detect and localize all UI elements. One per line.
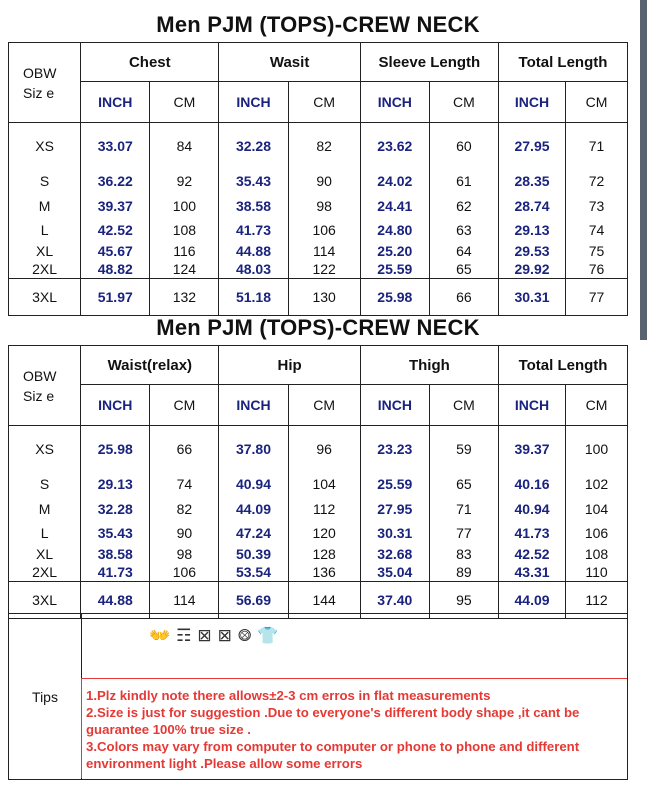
- value-cell: 33.07: [81, 123, 150, 169]
- group-header: Wasit: [219, 43, 360, 82]
- unit-header: CM: [429, 385, 498, 426]
- value-cell: 136: [288, 563, 360, 582]
- table-row: [9, 426, 628, 472]
- value-cell: 98: [288, 194, 360, 218]
- value-cell: 92: [150, 168, 219, 194]
- value-cell: 35.43: [219, 168, 288, 194]
- table-row: [9, 563, 628, 582]
- group-header: Thigh: [360, 346, 498, 385]
- table-row: [9, 545, 628, 563]
- size-label: Siz e: [23, 84, 55, 101]
- unit-header: INCH: [360, 82, 429, 123]
- value-cell: 84: [150, 123, 219, 169]
- value-cell: 23.62: [360, 123, 429, 169]
- value-cell: 110: [566, 563, 628, 582]
- size-chart: [8, 10, 628, 790]
- value-cell: 108: [150, 218, 219, 242]
- unit-header: INCH: [360, 385, 429, 426]
- table1-title: Men PJM (TOPS)-CREW NECK: [156, 12, 480, 37]
- value-cell: 40.94: [219, 471, 288, 497]
- value-cell: 44.09: [219, 497, 288, 521]
- value-cell: 32.28: [219, 123, 288, 169]
- value-cell: 82: [288, 123, 360, 169]
- value-cell: 41.73: [499, 521, 566, 545]
- no-bleach-icon: ⊠: [217, 626, 232, 645]
- no-iron-icon: ⨷: [237, 626, 252, 645]
- value-cell: 32.68: [360, 545, 429, 563]
- table-row: [9, 123, 628, 169]
- unit-header: CM: [429, 82, 498, 123]
- value-cell: 72: [566, 168, 628, 194]
- tip-note-3: 3.Colors may vary from computer to computer or phone to phone and different environment light .Please allow some errors: [86, 739, 580, 771]
- unit-header: CM: [288, 385, 360, 426]
- value-cell: 35.04: [360, 563, 429, 582]
- value-cell: 102: [566, 471, 628, 497]
- table-row: [9, 218, 628, 242]
- value-cell: 29.92: [498, 260, 565, 279]
- value-cell: 108: [566, 545, 628, 563]
- value-cell: 144: [288, 582, 360, 619]
- value-cell: 74: [566, 218, 628, 242]
- unit-header: CM: [566, 385, 628, 426]
- shirt-icon: 👕: [257, 626, 279, 645]
- value-cell: 29.13: [81, 471, 150, 497]
- table-row: [9, 168, 628, 194]
- hand-wash-icon: 👐: [149, 626, 171, 645]
- value-cell: 35.43: [81, 521, 150, 545]
- value-cell: 64: [429, 242, 498, 260]
- value-cell: 60: [429, 123, 498, 169]
- tips-label: Tips: [9, 614, 82, 779]
- value-cell: 36.22: [81, 168, 150, 194]
- value-cell: 44.88: [219, 242, 288, 260]
- value-cell: 73: [566, 194, 628, 218]
- value-cell: 24.80: [360, 218, 429, 242]
- size-cell: L: [9, 521, 81, 545]
- value-cell: 89: [429, 563, 498, 582]
- value-cell: 71: [429, 497, 498, 521]
- value-cell: 27.95: [498, 123, 565, 169]
- value-cell: 41.73: [81, 563, 150, 582]
- size-cell: 2XL: [9, 260, 81, 279]
- tips-notes: [81, 678, 627, 778]
- value-cell: 56.69: [219, 582, 288, 619]
- group-header: Sleeve Length: [360, 43, 498, 82]
- obw-label: OBW: [23, 64, 57, 81]
- table-row: [9, 497, 628, 521]
- value-cell: 106: [566, 521, 628, 545]
- value-cell: 104: [288, 471, 360, 497]
- value-cell: 25.98: [81, 426, 150, 472]
- value-cell: 25.98: [360, 279, 429, 316]
- group-header: Total Length: [498, 43, 627, 82]
- value-cell: 66: [150, 426, 219, 472]
- unit-header: INCH: [499, 385, 566, 426]
- value-cell: 53.54: [219, 563, 288, 582]
- size-cell: 3XL: [9, 582, 81, 619]
- value-cell: 29.53: [498, 242, 565, 260]
- value-cell: 66: [429, 279, 498, 316]
- value-cell: 112: [288, 497, 360, 521]
- group-header: Total Length: [499, 346, 628, 385]
- value-cell: 116: [150, 242, 219, 260]
- value-cell: 27.95: [360, 497, 429, 521]
- unit-header: CM: [150, 385, 219, 426]
- value-cell: 61: [429, 168, 498, 194]
- value-cell: 30.31: [498, 279, 565, 316]
- value-cell: 51.18: [219, 279, 288, 316]
- value-cell: 45.67: [81, 242, 150, 260]
- unit-header: INCH: [219, 385, 288, 426]
- size-cell: S: [9, 471, 81, 497]
- care-icons: [149, 626, 279, 646]
- value-cell: 39.37: [499, 426, 566, 472]
- size-cell: XS: [9, 123, 81, 169]
- table-row: [9, 471, 628, 497]
- value-cell: 50.39: [219, 545, 288, 563]
- group-header: Waist(relax): [81, 346, 219, 385]
- value-cell: 44.09: [499, 582, 566, 619]
- value-cell: 30.31: [360, 521, 429, 545]
- table2: [8, 345, 628, 619]
- obw-size-header: [9, 43, 81, 123]
- value-cell: 44.88: [81, 582, 150, 619]
- background-edge: [640, 0, 647, 340]
- value-cell: 112: [566, 582, 628, 619]
- unit-header: INCH: [498, 82, 565, 123]
- value-cell: 77: [566, 279, 628, 316]
- table1: [8, 42, 628, 316]
- value-cell: 24.41: [360, 194, 429, 218]
- value-cell: 104: [566, 497, 628, 521]
- value-cell: 48.03: [219, 260, 288, 279]
- value-cell: 24.02: [360, 168, 429, 194]
- value-cell: 38.58: [81, 545, 150, 563]
- unit-header: CM: [288, 82, 360, 123]
- table-row: [9, 260, 628, 279]
- value-cell: 41.73: [219, 218, 288, 242]
- unit-header: CM: [566, 82, 628, 123]
- washing-machine-icon: ☶: [176, 626, 192, 645]
- tip-note-1: 1.Plz kindly note there allows±2-3 cm erros in flat measurements: [86, 688, 491, 703]
- group-header: Chest: [81, 43, 219, 82]
- size-cell: M: [9, 497, 81, 521]
- value-cell: 48.82: [81, 260, 150, 279]
- value-cell: 37.80: [219, 426, 288, 472]
- value-cell: 82: [150, 497, 219, 521]
- value-cell: 23.23: [360, 426, 429, 472]
- value-cell: 106: [150, 563, 219, 582]
- value-cell: 106: [288, 218, 360, 242]
- value-cell: 71: [566, 123, 628, 169]
- value-cell: 75: [566, 242, 628, 260]
- obw-size-header: [9, 346, 81, 426]
- unit-header: INCH: [81, 385, 150, 426]
- value-cell: 96: [288, 426, 360, 472]
- value-cell: 100: [566, 426, 628, 472]
- value-cell: 114: [288, 242, 360, 260]
- size-cell: XL: [9, 242, 81, 260]
- value-cell: 83: [429, 545, 498, 563]
- value-cell: 25.59: [360, 260, 429, 279]
- value-cell: 114: [150, 582, 219, 619]
- size-cell: L: [9, 218, 81, 242]
- size-label: Siz e: [23, 387, 55, 404]
- size-cell: 3XL: [9, 279, 81, 316]
- value-cell: 51.97: [81, 279, 150, 316]
- value-cell: 37.40: [360, 582, 429, 619]
- value-cell: 28.35: [498, 168, 565, 194]
- value-cell: 122: [288, 260, 360, 279]
- value-cell: 29.13: [498, 218, 565, 242]
- value-cell: 65: [429, 471, 498, 497]
- value-cell: 90: [150, 521, 219, 545]
- value-cell: 65: [429, 260, 498, 279]
- table-row: [9, 242, 628, 260]
- unit-header: INCH: [81, 82, 150, 123]
- value-cell: 100: [150, 194, 219, 218]
- value-cell: 62: [429, 194, 498, 218]
- tip-note-2: 2.Size is just for suggestion .Due to everyone's different body shape ,it cant be guarantee 100% true size .: [86, 705, 580, 737]
- group-header: Hip: [219, 346, 360, 385]
- tips-section: [8, 613, 628, 780]
- value-cell: 25.59: [360, 471, 429, 497]
- value-cell: 120: [288, 521, 360, 545]
- value-cell: 42.52: [499, 545, 566, 563]
- value-cell: 28.74: [498, 194, 565, 218]
- value-cell: 95: [429, 582, 498, 619]
- value-cell: 40.94: [499, 497, 566, 521]
- unit-header: INCH: [219, 82, 288, 123]
- size-cell: XS: [9, 426, 81, 472]
- value-cell: 76: [566, 260, 628, 279]
- value-cell: 132: [150, 279, 219, 316]
- value-cell: 32.28: [81, 497, 150, 521]
- value-cell: 42.52: [81, 218, 150, 242]
- value-cell: 40.16: [499, 471, 566, 497]
- value-cell: 43.31: [499, 563, 566, 582]
- unit-header: CM: [150, 82, 219, 123]
- value-cell: 128: [288, 545, 360, 563]
- table-row: [9, 521, 628, 545]
- value-cell: 90: [288, 168, 360, 194]
- value-cell: 124: [150, 260, 219, 279]
- value-cell: 74: [150, 471, 219, 497]
- size-cell: M: [9, 194, 81, 218]
- value-cell: 98: [150, 545, 219, 563]
- value-cell: 39.37: [81, 194, 150, 218]
- table-row: [9, 279, 628, 316]
- value-cell: 63: [429, 218, 498, 242]
- size-cell: XL: [9, 545, 81, 563]
- value-cell: 25.20: [360, 242, 429, 260]
- table2-title: Men PJM (TOPS)-CREW NECK: [156, 315, 480, 340]
- no-tumble-dry-icon: ⊠: [197, 626, 212, 645]
- value-cell: 59: [429, 426, 498, 472]
- obw-label: OBW: [23, 367, 57, 384]
- size-cell: S: [9, 168, 81, 194]
- value-cell: 47.24: [219, 521, 288, 545]
- value-cell: 77: [429, 521, 498, 545]
- table-row: [9, 194, 628, 218]
- value-cell: 38.58: [219, 194, 288, 218]
- size-cell: 2XL: [9, 563, 81, 582]
- value-cell: 130: [288, 279, 360, 316]
